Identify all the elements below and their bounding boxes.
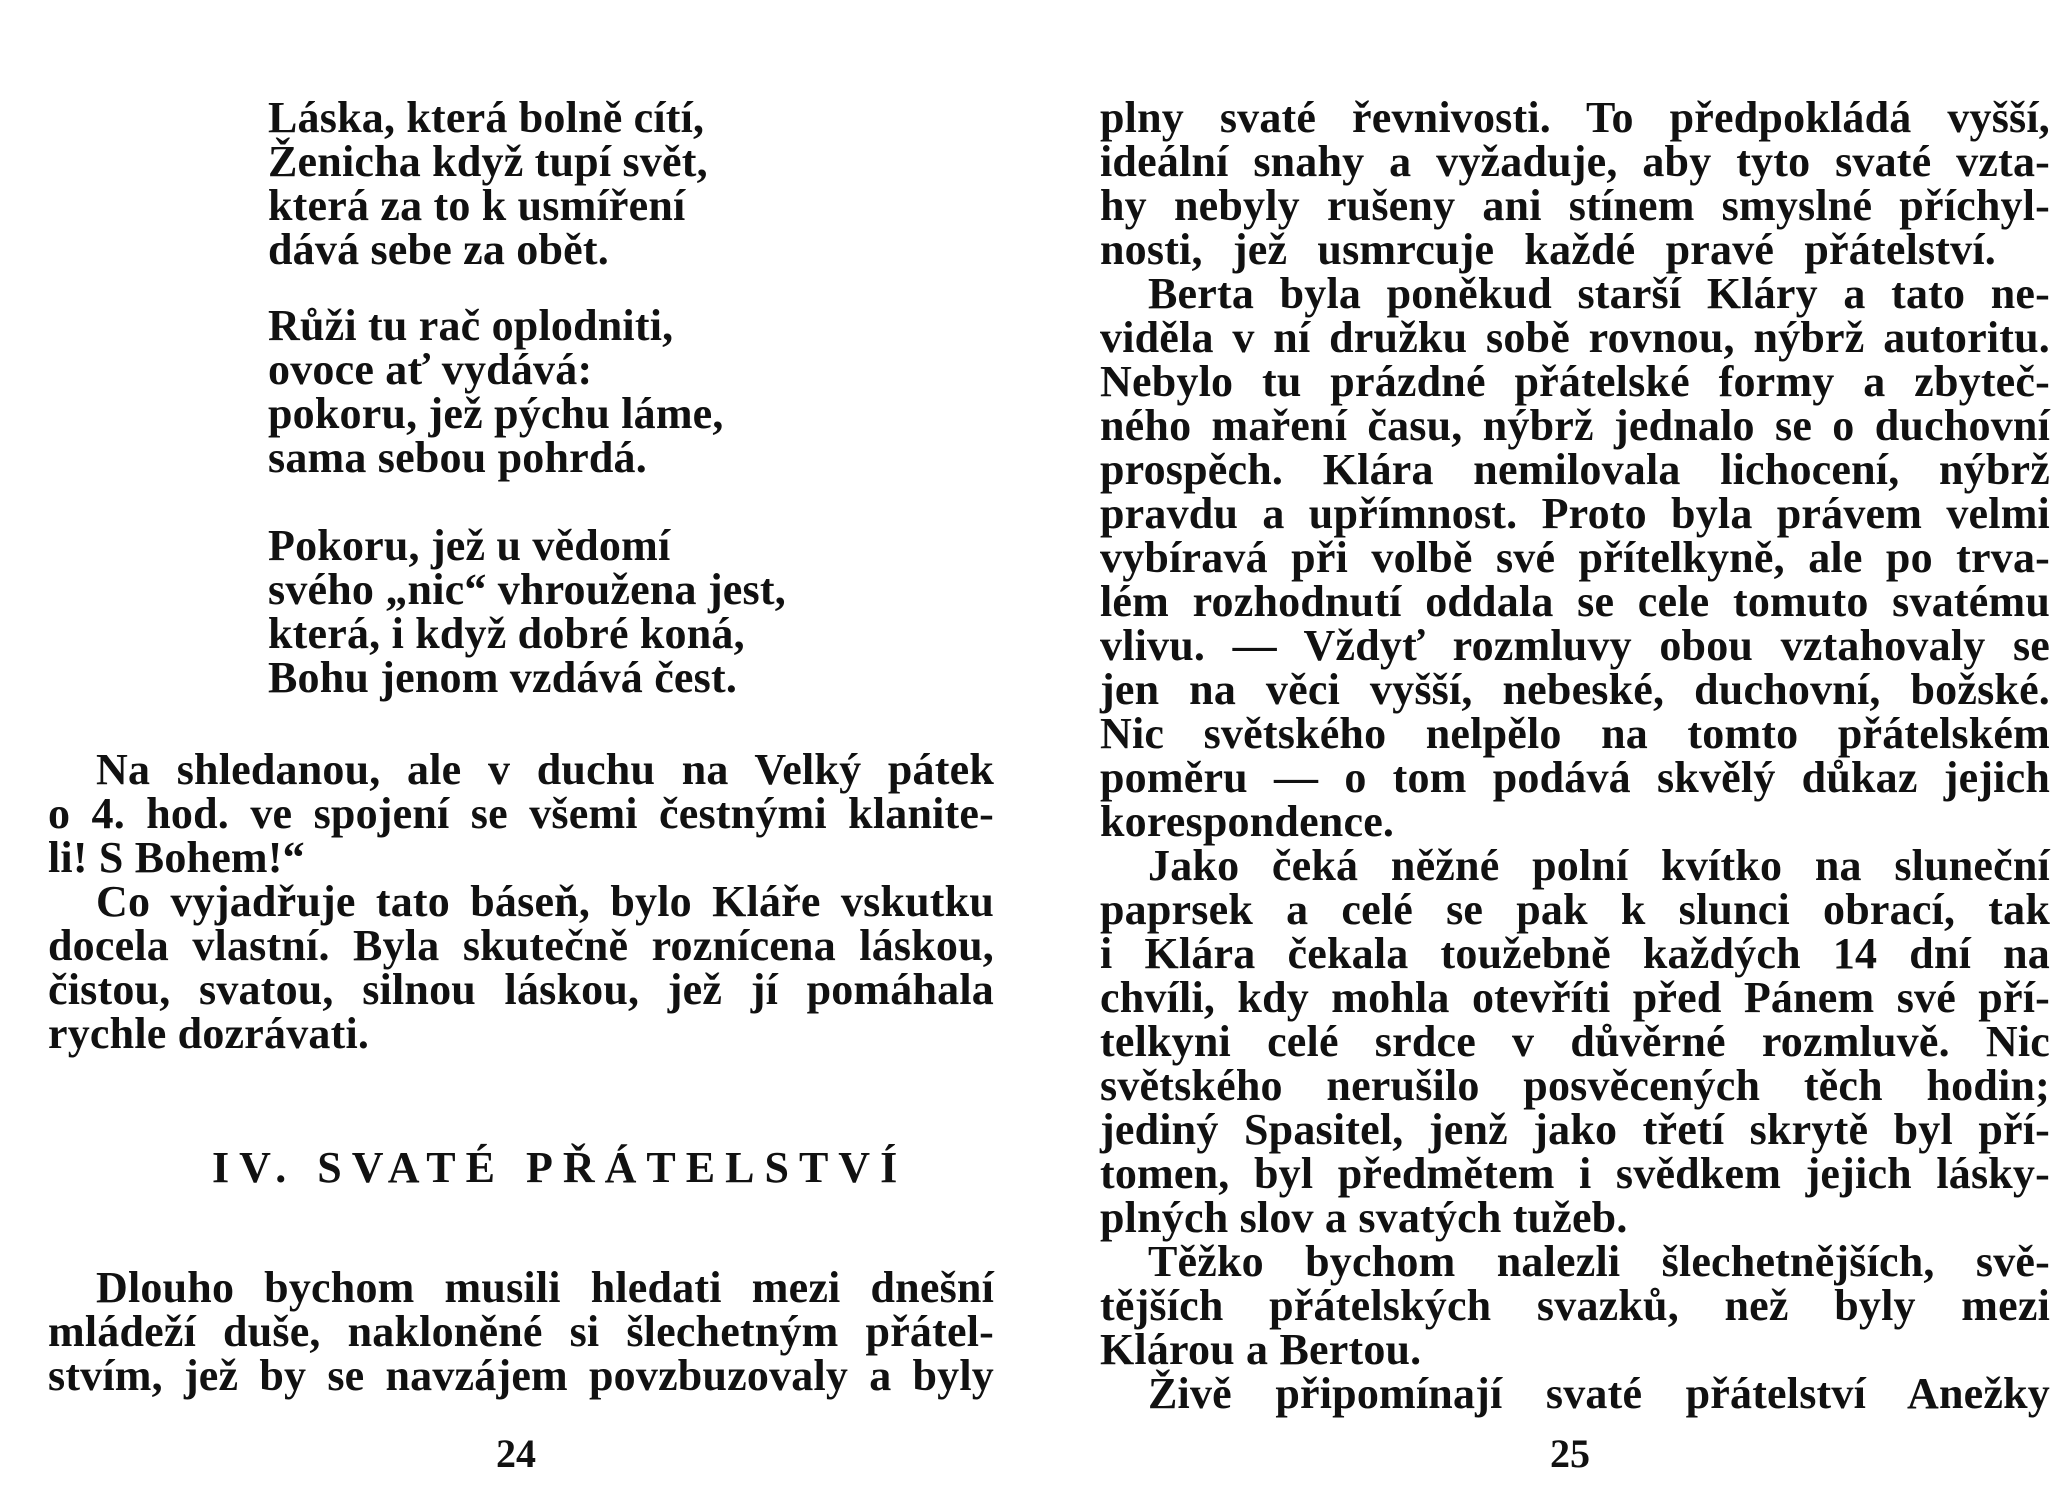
poem-line: pokoru, jež pýchu láme, [268,389,724,438]
chapter-line: Dlouho bychom musili hledati mezi dnešní [96,1263,994,1312]
chapter-line: mládeží duše, nakloněné si šlechetným přátel- [48,1307,994,1356]
prose-line: Na shledanou, ale v duchu na Velký pátek [96,745,994,794]
text-line: lém rozhodnutí oddala se cele tomuto svatému [1100,577,2050,626]
right-page [1036,0,2072,1500]
poem-line: dává sebe za obět. [268,225,609,274]
prose-line: li! S Bohem!“ [48,833,305,882]
text-line: Jako čeká něžné polní kvítko na sluneční [1148,841,2050,890]
text-line: ného maření času, nýbrž jednalo se o duchovní [1100,401,2050,450]
page-number: 24 [496,1431,536,1476]
page-number: 25 [1550,1431,1590,1476]
poem-line: Ženicha když tupí svět, [268,137,708,186]
prose-line: čistou, svatou, silnou láskou, jež jí pomáhala [48,965,994,1014]
poem-line: která, i když dobré koná, [268,609,745,658]
text-line: vlivu. — Vždyť rozmluvy obou vztahovaly se [1100,621,2050,670]
text-line: vybíravá při volbě své přítelkyně, ale po trva- [1100,533,2050,582]
text-line: paprsek a celé se pak k slunci obrací, tak [1100,885,2050,934]
prose-line: rychle dozrávati. [48,1009,370,1058]
prose-line: docela vlastní. Byla skutečně roznícena láskou, [48,921,994,970]
text-line: Nebylo tu prázdné přátelské formy a zbyteč- [1100,357,2050,406]
text-line: Klárou a Bertou. [1100,1325,1422,1374]
poem-line: Láska, která bolně cítí, [268,93,705,142]
text-line: Nic světského nelpělo na tomto přátelském [1100,709,2050,758]
text-line: plny svaté řevnivosti. To předpokládá vyšší, [1100,93,2050,142]
text-line: chvíli, kdy mohla otevříti před Pánem své pří- [1100,973,2050,1022]
text-line: telkyni celé srdce v důvěrné rozmluvě. Nic [1100,1017,2050,1066]
prose-line: o 4. hod. ve spojení se všemi čestnými klanite- [48,789,994,838]
poem-line: Růži tu rač oplodniti, [268,301,674,350]
text-line: Živě připomínají svaté přátelství Anežky [1148,1369,2050,1418]
poem-line: svého „nic“ vhroužena jest, [268,565,786,614]
text-line: tomen, byl předmětem i svědkem jejich lásky- [1100,1149,2050,1198]
text-line: korespondence. [1100,797,1395,846]
text-line: poměru — o tom podává skvělý důkaz jejich [1100,753,2050,802]
text-line: i Klára čekala toužebně každých 14 dní na [1100,929,2050,978]
text-line: Těžko bychom nalezli šlechetnějších, svě- [1148,1237,2050,1286]
poem-line: sama sebou pohrdá. [268,433,647,482]
text-line: pravdu a upřímnost. Proto byla právem velmi [1100,489,2050,538]
text-line: plných slov a svatých tužeb. [1100,1193,1628,1242]
text-line: světského nerušilo posvěcených těch hodin; [1100,1061,2050,1110]
poem-line: Pokoru, jež u vědomí [268,521,671,570]
text-line: Berta byla poněkud starší Kláry a tato ne- [1148,269,2050,318]
text-line: nosti, jež usmrcuje každé pravé přátelství. [1100,225,1996,274]
poem-line: Bohu jenom vzdává čest. [268,653,738,702]
chapter-line: stvím, jež by se navzájem povzbuzovaly a byly [48,1351,994,1400]
text-line: ideální snahy a vyžaduje, aby tyto svaté vzta- [1100,137,2050,186]
chapter-heading: IV. SVATÉ PŘÁTELSTVÍ [212,1143,908,1192]
text-line: tějších přátelských svazků, než byly mezi [1100,1281,2050,1330]
text-line: viděla v ní družku sobě rovnou, nýbrž autoritu. [1100,313,2050,362]
poem-line: která za to k usmíření [268,181,686,230]
poem-line: ovoce ať vydává: [268,345,593,394]
text-line: jediný Spasitel, jenž jako třetí skrytě byl pří- [1100,1105,2050,1154]
text-line: prospěch. Klára nemilovala lichocení, nýbrž [1100,445,2050,494]
text-line: hy nebyly rušeny ani stínem smyslné příchyl- [1100,181,2050,230]
text-line: jen na věci vyšší, nebeské, duchovní, božské. [1100,665,2050,714]
prose-line: Co vyjadřuje tato báseň, bylo Kláře vskutku [96,877,994,926]
